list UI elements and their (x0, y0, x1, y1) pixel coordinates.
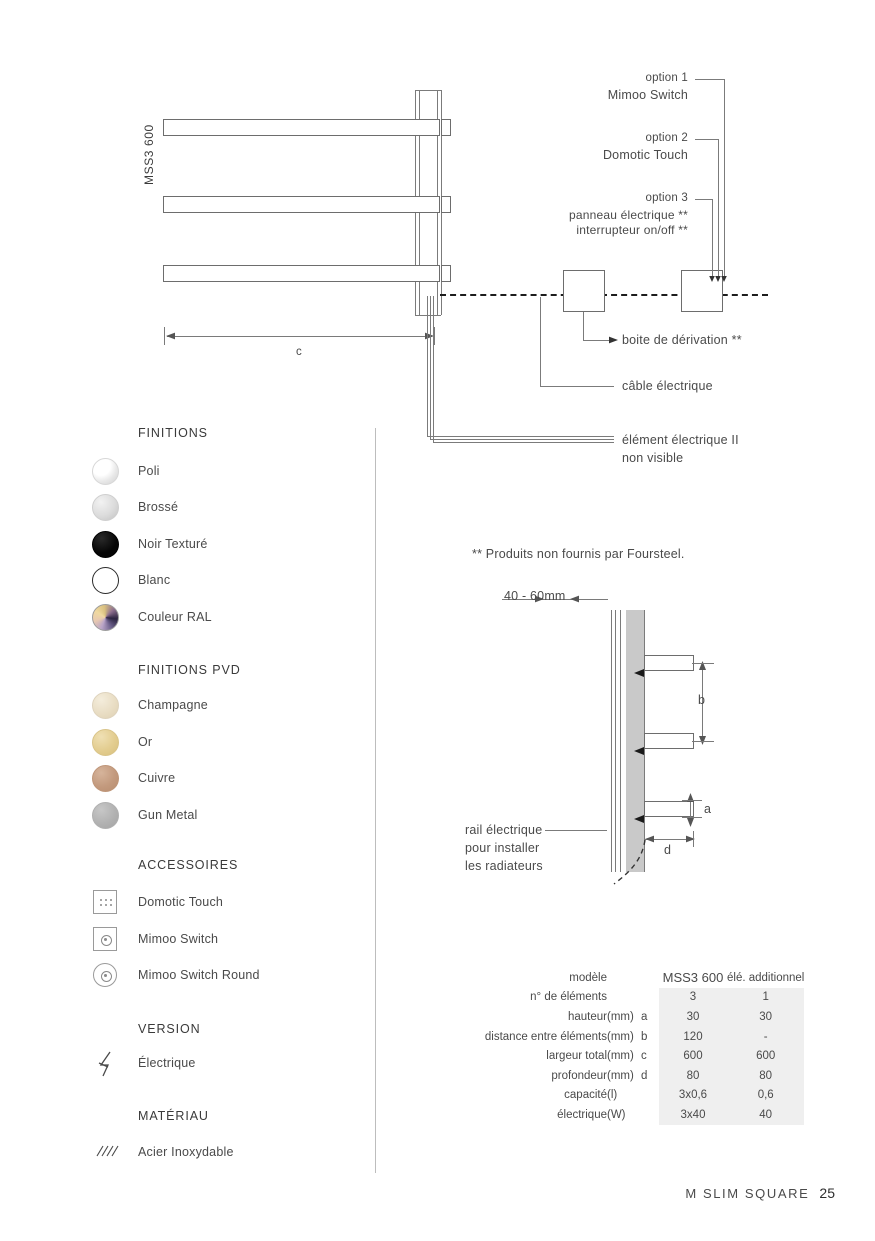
row-value-1: 600 (659, 1046, 727, 1066)
row-value-1: 3 (659, 988, 727, 1008)
table-header-label: modèle (569, 971, 607, 984)
mimoo-switch-icon (93, 927, 117, 951)
dim-b-label: b (698, 693, 706, 707)
junction-box-label: boite de dérivation ** (622, 333, 742, 347)
pvd-label: Gun Metal (138, 808, 198, 822)
element-line-b (430, 296, 431, 439)
table-header-row (455, 968, 804, 988)
table-header-col2: élé. additionnel (727, 971, 805, 984)
pvd-title: FINITIONS PVD (138, 663, 241, 677)
row-value-2: 30 (727, 1007, 804, 1027)
row-unit: (mm) (607, 1010, 634, 1023)
finition-label: Blanc (138, 573, 171, 587)
wall-dim-label: 40 - 60mm (504, 589, 566, 603)
element-label-2: non visible (622, 451, 684, 465)
row-value-1: 120 (659, 1027, 727, 1047)
row-value-1: 3x0,6 (659, 1086, 727, 1106)
row-label: électrique (557, 1108, 607, 1121)
junction-callout-arrow (606, 334, 620, 346)
rail-label-2: pour installer (465, 841, 540, 855)
row-unit: (mm) (607, 1069, 634, 1082)
row-symbol (641, 1105, 659, 1125)
domotic-touch-icon (93, 890, 117, 914)
hatch-icon (94, 1144, 122, 1158)
finition-label: Poli (138, 464, 160, 478)
row-value-1: 30 (659, 1007, 727, 1027)
row-symbol: b (641, 1030, 648, 1043)
wall-left-line-1 (611, 610, 612, 872)
row-label: distance entre éléments (484, 1030, 607, 1043)
wall-left-line-2 (615, 610, 616, 872)
row-symbol (641, 1086, 659, 1106)
row-value-2: 1 (727, 988, 804, 1008)
option-3-name-2: interrupteur on/off ** (576, 223, 688, 237)
dim-b-tick-top (692, 663, 714, 664)
cable-callout-v (540, 297, 541, 386)
materiau-label: Acier Inoxydable (138, 1145, 234, 1159)
pvd-label: Or (138, 735, 153, 749)
wall-left-line-3 (620, 610, 621, 872)
spec-table (455, 968, 835, 1125)
section-drawing (440, 585, 860, 915)
row-symbol: a (641, 1010, 648, 1023)
row-unit: (mm) (607, 1050, 634, 1063)
option-arrowheads (706, 272, 732, 284)
row-value-1: 3x40 (659, 1105, 727, 1125)
rail-curve (590, 840, 650, 890)
dim-c-label: c (296, 346, 302, 358)
row-symbol: c (641, 1050, 647, 1063)
row-value-2: 40 (727, 1105, 804, 1125)
option-1-name: Mimoo Switch (607, 88, 688, 102)
option-2-number: option 2 (645, 132, 688, 144)
table-row (455, 1046, 804, 1066)
finition-label: Noir Texturé (138, 537, 208, 551)
row-value-1: 80 (659, 1066, 727, 1086)
row-label: largeur total (546, 1050, 607, 1063)
option1-leader-h (695, 79, 725, 80)
dim-b-tick-bottom (692, 741, 714, 742)
element-label-1: élément électrique II (622, 433, 739, 447)
dim-a-label: a (704, 802, 712, 816)
row-label: capacité (564, 1089, 607, 1102)
model-label: MSS3 600 (142, 124, 156, 185)
swatch-cuivre-icon (92, 765, 119, 792)
element-line-a-h (427, 436, 614, 437)
mimoo-switch-round-icon (93, 963, 117, 987)
dim-a-tick-top (682, 800, 702, 801)
option2-leader-v (718, 139, 719, 279)
finition-label: Brossé (138, 500, 179, 514)
swatch-brosse-icon (92, 494, 119, 521)
footer-title: M SLIM SQUARE (685, 1186, 810, 1201)
swatch-blanc-icon (92, 567, 119, 594)
radiator-bar-1 (163, 119, 440, 136)
row-symbol (641, 988, 659, 1008)
accessoire-item-mimoo-switch (92, 927, 219, 951)
option3-leader-v (712, 199, 713, 279)
finition-label: Couleur RAL (138, 610, 212, 624)
row-label: n° de éléments (530, 991, 607, 1004)
option-3-name: panneau électrique ** (569, 208, 688, 222)
row-label: profondeur (551, 1069, 607, 1082)
note-text: ** Produits non fournis par Foursteel. (472, 547, 685, 561)
lightning-icon (96, 1050, 118, 1078)
swatch-champagne-icon (92, 692, 119, 719)
swatch-or-icon (92, 729, 119, 756)
cable-callout-h (540, 386, 614, 387)
radiator-bar-3 (163, 265, 440, 282)
accessoire-item-domotic-touch (92, 890, 224, 914)
row-label: hauteur (567, 1010, 607, 1023)
junction-box-1 (563, 270, 605, 312)
accessoire-label: Mimoo Switch Round (138, 968, 260, 982)
table-row (455, 1007, 804, 1027)
radiator-cap-3 (441, 265, 451, 282)
swatch-noir-icon (92, 531, 119, 558)
row-unit: (l) (607, 1089, 618, 1102)
row-value-2: 80 (727, 1066, 804, 1086)
rail-leader-line (545, 830, 607, 831)
option-2-name: Domotic Touch (602, 148, 688, 162)
row-unit (607, 988, 641, 1008)
top-drawing (0, 0, 875, 500)
accessoires-title: ACCESSOIRES (138, 858, 239, 872)
row-value-2: - (727, 1027, 804, 1047)
materiau-title: MATÉRIAU (138, 1109, 209, 1123)
element-line-b-h (430, 439, 614, 440)
vertical-divider (375, 428, 376, 1173)
swatch-ral-icon (92, 604, 119, 631)
row-value-2: 0,6 (727, 1086, 804, 1106)
accessoire-label: Domotic Touch (138, 895, 224, 909)
version-title: VERSION (138, 1022, 201, 1036)
table-row (455, 1066, 804, 1086)
radiator-cap-1 (441, 119, 451, 136)
pvd-label: Cuivre (138, 771, 176, 785)
cable-label: câble électrique (622, 379, 713, 393)
wall-top-line (415, 90, 441, 91)
rail-label-1: rail électrique (465, 823, 543, 837)
table-header-col1: MSS3 600 (662, 970, 724, 986)
swatch-poli-icon (92, 458, 119, 485)
table-row (455, 1086, 804, 1106)
accessoire-label: Mimoo Switch (138, 932, 219, 946)
radiator-cap-2 (441, 196, 451, 213)
option-3-number: option 3 (645, 192, 688, 204)
option3-leader-h (695, 199, 713, 200)
element-line-c (433, 296, 434, 442)
section-attach-arrows (632, 651, 652, 821)
finitions-title: FINITIONS (138, 426, 208, 440)
dim-a-tick-bottom (682, 817, 702, 818)
element-line-c-h (433, 442, 614, 443)
page-number: 25 (819, 1185, 835, 1201)
version-label: Électrique (138, 1056, 196, 1070)
dim-d-label: d (664, 843, 672, 857)
dim-a-arrows (684, 791, 698, 829)
option-1-number: option 1 (645, 72, 688, 84)
option2-leader-h (695, 139, 719, 140)
option1-leader-v (724, 79, 725, 279)
row-value-2: 600 (727, 1046, 804, 1066)
pvd-label: Champagne (138, 698, 208, 712)
junction-callout-v (583, 312, 584, 340)
swatch-gun-metal-icon (92, 802, 119, 829)
accessoire-item-mimoo-switch-round (92, 963, 260, 987)
wall-bottom-line (415, 315, 441, 316)
row-unit: (mm) (607, 1030, 634, 1043)
radiator-bar-2 (163, 196, 440, 213)
dim-c-arrows (164, 330, 436, 342)
element-line-a (427, 296, 428, 436)
row-symbol: d (641, 1069, 648, 1082)
footer (685, 1185, 835, 1201)
table-row (455, 988, 804, 1008)
row-unit: (W) (607, 1108, 626, 1121)
rail-label-3: les radiateurs (465, 859, 543, 873)
dim-d-tick-right (693, 831, 694, 847)
table-row (455, 1027, 804, 1047)
table-row (455, 1105, 804, 1125)
